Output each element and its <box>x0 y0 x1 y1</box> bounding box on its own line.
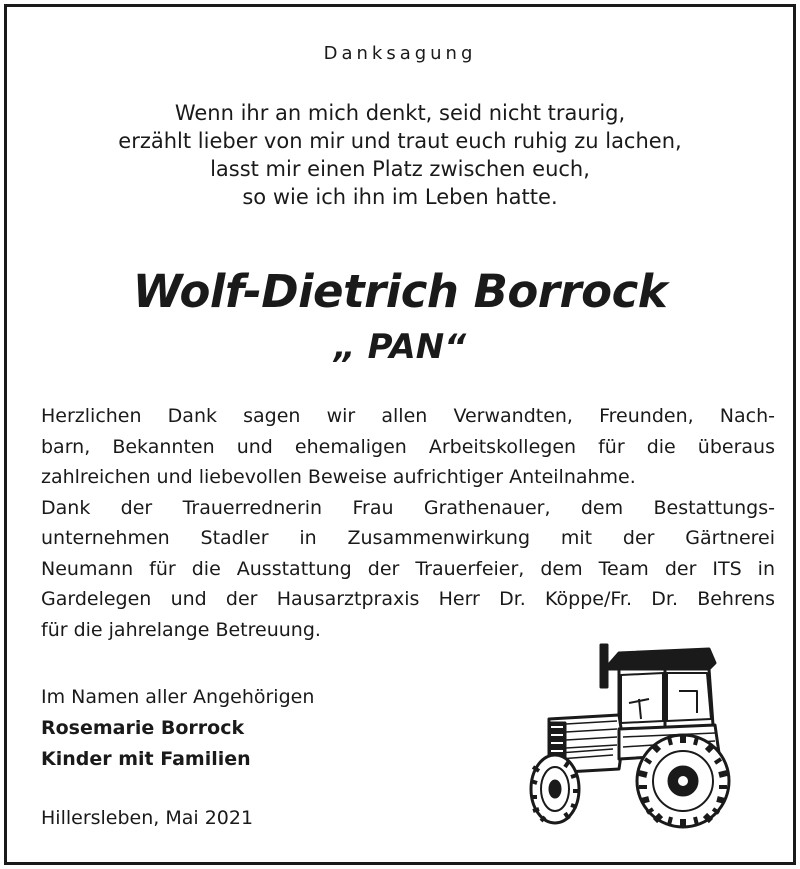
text-line: Dank der Trauerrednerin Frau Grathenauer, dem Bestattungs- <box>41 496 775 519</box>
text-line: zahlreichen und liebevollen Beweise aufrichtiger Anteilnahme. <box>41 466 636 488</box>
tractor-icon <box>519 641 751 837</box>
poem-line: erzählt lieber von mir und traut euch ruhig zu lachen, <box>118 129 682 153</box>
text-line: Herzlichen Dank sagen wir allen Verwandten, Freunden, Nach- <box>41 405 775 427</box>
text-line: Gardelegen und der Hausarztpraxis Herr Dr. Köppe/Fr. Dr. Behrens <box>41 588 775 610</box>
poem-line: Wenn ihr an mich denkt, seid nicht traurig, <box>174 101 626 125</box>
text-line: Neumann für die Ausstattung der Trauerfeier, dem Team der ITS in <box>41 557 775 580</box>
signature-block <box>41 682 314 775</box>
poem-line: so wie ich ihn im Leben hatte. <box>242 185 558 209</box>
notice-frame <box>4 4 796 865</box>
text-line: barn, Bekannten und ehemaligen Arbeitskollegen für die überaus <box>41 435 775 458</box>
signature-name: Rosemarie Borrock <box>41 717 245 739</box>
text-line: unternehmen Stadler in Zusammenwirkung mit der Gärtnerei <box>41 527 775 549</box>
text-line: für die jahrelange Betreuung. <box>41 618 321 641</box>
thank-you-text <box>41 401 775 645</box>
signature-family: Kinder mit Familien <box>41 748 251 770</box>
deceased-name: Wolf-Dietrich Borrock <box>132 265 668 318</box>
place-date: Hillersleben, Mai 2021 <box>41 807 254 829</box>
signature-intro: Im Namen aller Angehörigen <box>41 686 315 708</box>
poem <box>7 99 793 211</box>
notice-heading: Danksagung <box>323 43 477 64</box>
deceased-nickname: „ PAN“ <box>333 327 467 367</box>
poem-line: lasst mir einen Platz zwischen euch, <box>210 157 590 181</box>
